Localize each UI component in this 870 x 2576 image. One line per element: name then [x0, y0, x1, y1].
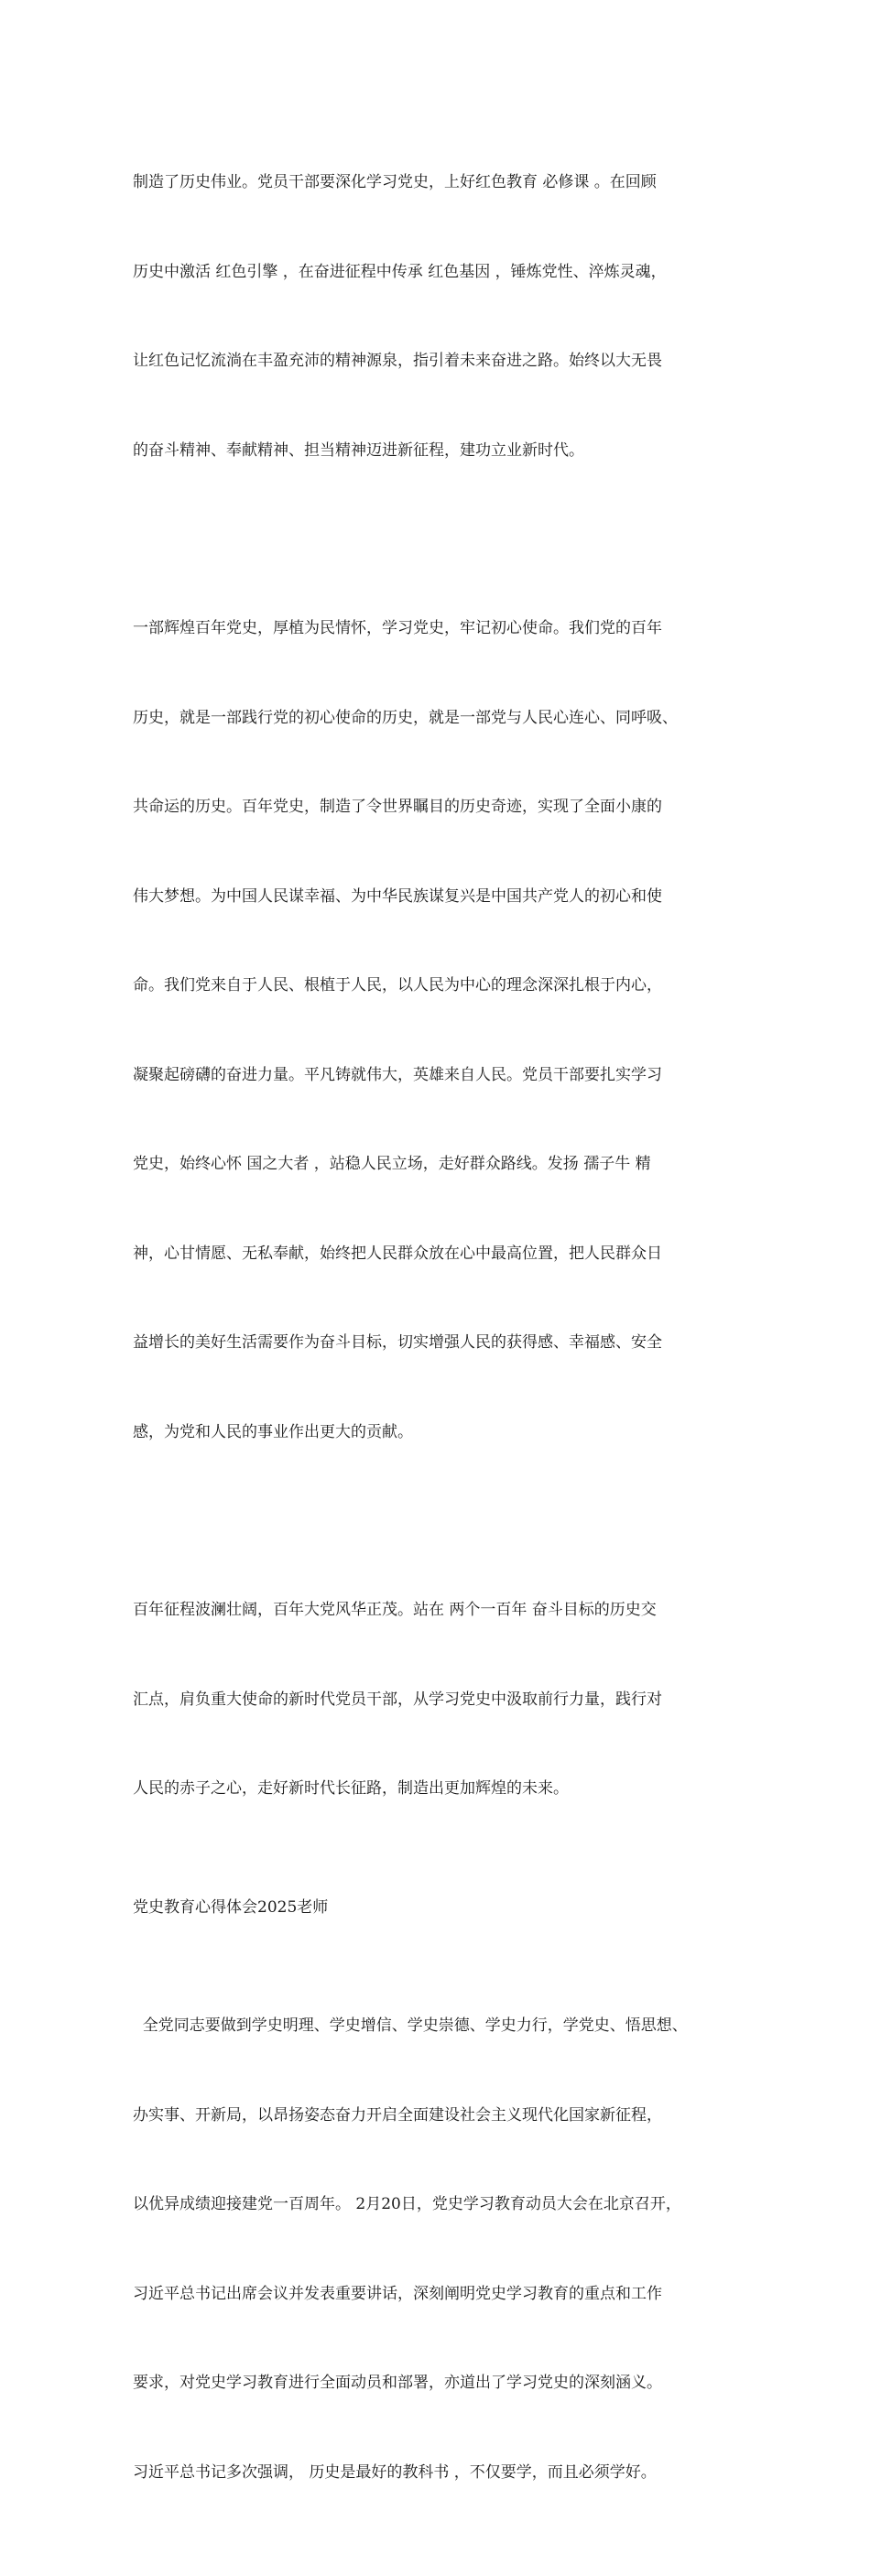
document-body	[133, 108, 746, 2576]
text-line: 的奋斗精神、奉献精神、担当精神迈进新征程，建功立业新时代。	[133, 440, 584, 460]
text-line: 全党同志要做到学史明理、学史增信、学史崇德、学史力行，学党史、悟思想、	[133, 2016, 688, 2035]
text-line: 办实事、开新局，以昂扬姿态奋力开启全面建设社会主义现代化国家新征程，	[133, 2105, 662, 2125]
paragraph-1	[133, 108, 746, 525]
text-line: 习近平总书记多次强调， 历史是最好的教科书 ，不仅要学，而且必须学好。	[133, 2462, 657, 2482]
text-line: 百年征程波澜壮阔，百年大党风华正茂。站在 两个一百年 奋斗目标的历史交	[133, 1601, 657, 1619]
text-line: 历史，就是一部践行党的初心使命的历史，就是一部党与人民心连心、同呼吸、	[133, 708, 678, 727]
text-line: 制造了历史伟业。党员干部要深化学习党史，上好红色教育 必修课 。在回顾	[133, 173, 657, 191]
paragraph-3	[133, 1536, 746, 1864]
text-line: 习近平总书记出席会议并发表重要讲话，深刻阐明党史学习教育的重点和工作	[133, 2284, 662, 2303]
section-title: 党史教育心得体会2025老师	[133, 1897, 329, 1917]
text-line: 共命运的历史。百年党史，制造了令世界瞩目的历史奇迹，实现了全面小康的	[133, 798, 662, 816]
text-line: 益增长的美好生活需要作为奋斗目标，切实增强人民的获得感、幸福感、安全	[133, 1333, 662, 1352]
text-line: 让红色记忆流淌在丰盈充沛的精神源泉，指引着未来奋进之路。始终以大无畏	[133, 352, 662, 370]
text-line: 凝聚起磅礴的奋进力量。平凡铸就伟大，英雄来自人民。党员干部要扎实学习	[133, 1065, 662, 1084]
text-line: 历史中激活 红色引擎 ，在奋进征程中传承 红色基因 ，锤炼党性、淬炼灵魂，	[133, 262, 667, 281]
text-line: 感，为党和人民的事业作出更大的贡献。	[133, 1422, 413, 1441]
text-line: 要求，对党史学习教育进行全面动员和部署，亦道出了学习党史的深刻涵义。	[133, 2374, 662, 2392]
text-line: 命。我们党来自于人民、根植于人民，以人民为中心的理念深深扎根于内心，	[133, 976, 662, 995]
text-line: 汇点，肩负重大使命的新时代党员干部，从学习党史中汲取前行力量，践行对	[133, 1690, 662, 1709]
text-line: 以优异成绩迎接建党一百周年。 2月20日，党史学习教育动员大会在北京召开，	[133, 2195, 681, 2213]
paragraph-4	[133, 1951, 746, 2547]
text-line: 伟大梦想。为中国人民谋幸福、为中华民族谋复兴是中国共产党人的初心和使	[133, 886, 662, 906]
text-line: 党史，始终心怀 国之大者 ，站稳人民立场，走好群众路线。发扬 孺子牛 精	[133, 1155, 651, 1173]
text-line: 一部辉煌百年党史，厚植为民情怀，学习党史，牢记初心使命。我们党的百年	[133, 619, 662, 637]
paragraph-2	[133, 554, 746, 1506]
text-line: 人民的赤子之心，走好新时代长征路，制造出更加辉煌的未来。	[133, 1779, 569, 1798]
text-line: 神，心甘情愿、无私奉献，始终把人民群众放在心中最高位置，把人民群众日	[133, 1244, 662, 1263]
